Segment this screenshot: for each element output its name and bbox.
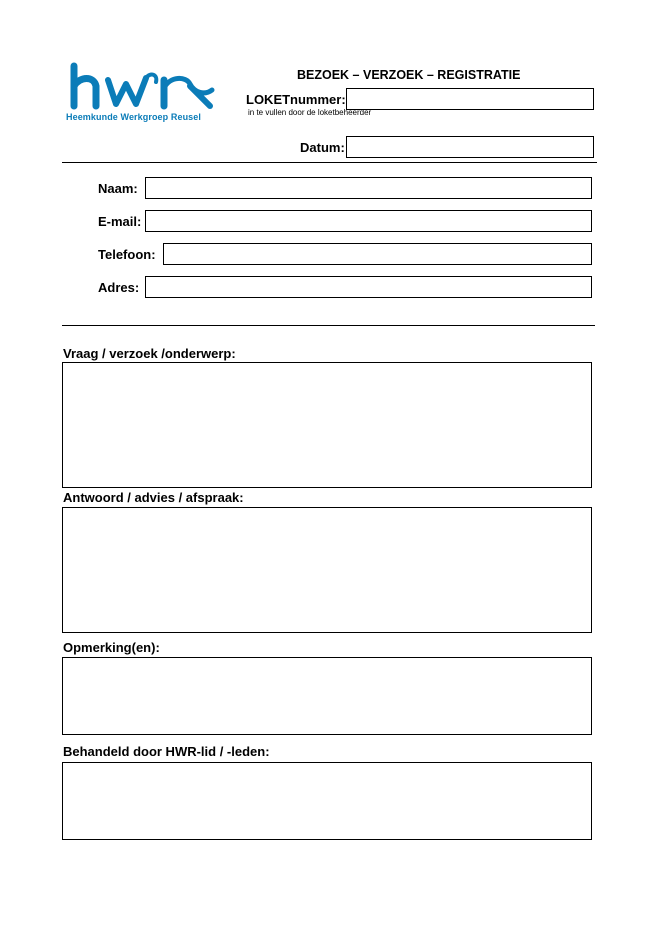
adres-field[interactable] [145,276,592,298]
vraag-label: Vraag / verzoek /onderwerp: [63,346,236,361]
opmerking-label: Opmerking(en): [63,640,160,655]
behandeld-field[interactable] [62,762,592,840]
vraag-textarea[interactable] [63,363,591,487]
naam-input[interactable] [146,178,591,198]
naam-label: Naam: [98,181,138,196]
opmerking-field[interactable] [62,657,592,735]
email-field[interactable] [145,210,592,232]
loketnummer-input[interactable] [347,89,593,109]
form-title: BEZOEK – VERZOEK – REGISTRATIE [297,68,521,82]
contact-divider [62,325,595,326]
datum-label: Datum: [300,140,345,155]
adres-label: Adres: [98,280,140,295]
loketnummer-field[interactable] [346,88,594,110]
behandeld-textarea[interactable] [63,763,591,839]
antwoord-label: Antwoord / advies / afspraak: [63,490,244,505]
telefoon-field[interactable] [163,243,592,265]
header-divider [62,162,597,163]
logo-subtitle: Heemkunde Werkgroep Reusel [66,112,201,122]
telefoon-label: Telefoon: [98,247,156,262]
opmerking-textarea[interactable] [63,658,591,734]
loketnummer-label: LOKETnummer: [246,92,346,107]
loketnummer-note: in te vullen door de loketbeheerder [248,108,372,117]
email-label: E-mail: [98,214,142,229]
datum-input[interactable] [347,137,593,157]
naam-field[interactable] [145,177,592,199]
email-input[interactable] [146,211,591,231]
datum-field[interactable] [346,136,594,158]
hwr-logo [64,62,216,112]
behandeld-label: Behandeld door HWR-lid / -leden: [63,744,270,759]
vraag-field[interactable] [62,362,592,488]
telefoon-input[interactable] [164,244,591,264]
adres-input[interactable] [146,277,591,297]
antwoord-textarea[interactable] [63,508,591,632]
antwoord-field[interactable] [62,507,592,633]
